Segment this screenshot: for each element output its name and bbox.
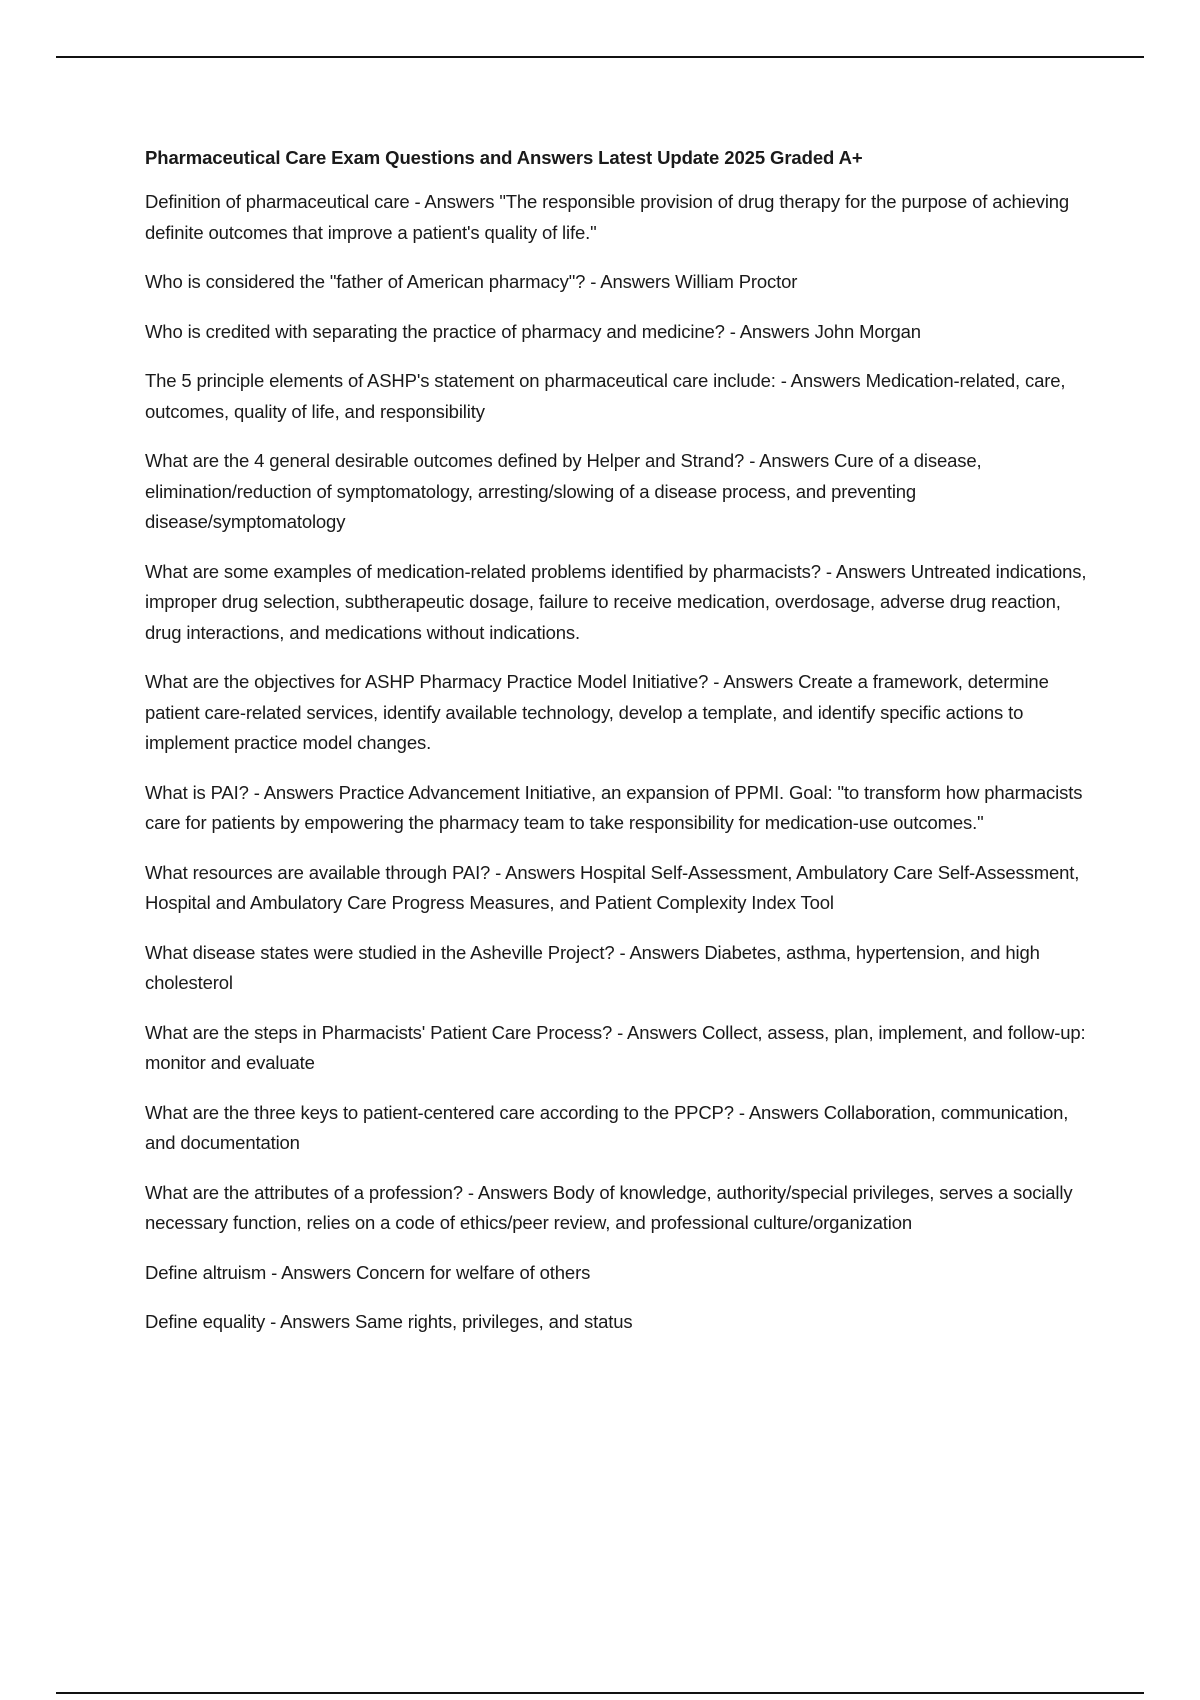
footer-rule bbox=[56, 1692, 1144, 1694]
qa-item: What are the attributes of a profession? - Answers Body of knowledge, authority/special privileges, serves a socially necessary function, relies on a code of ethics/peer review, and professional culture/organization bbox=[145, 1181, 1073, 1233]
qa-item: What are the objectives for ASHP Pharmacy Practice Model Initiative? - Answers Create a framework, determine patient care-related services, identify available technology, develop a template, and identify specific actions to implement practice model changes. bbox=[145, 671, 1049, 753]
qa-item: What are the three keys to patient-centered care according to the PPCP? - Answers Collaboration, communication, and documentation bbox=[145, 1101, 1069, 1153]
qa-item: Who is credited with separating the practice of pharmacy and medicine? - Answers John Morgan bbox=[145, 320, 921, 342]
qa-item: The 5 principle elements of ASHP's statement on pharmaceutical care include: - Answers Medication-related, care, outcomes, quality of life, and responsibility bbox=[145, 370, 1066, 422]
document-body bbox=[145, 143, 1090, 1357]
qa-item: What are the 4 general desirable outcomes defined by Helper and Strand? - Answers Cure of a disease, elimination/reduction of symptomatology, arresting/slowing of a disease process, and preventing disease/symptomatology bbox=[145, 450, 982, 532]
qa-item: What are the steps in Pharmacists' Patient Care Process? - Answers Collect, assess, plan, implement, and follow-up: monitor and evaluate bbox=[145, 1021, 1086, 1073]
qa-item: What resources are available through PAI? - Answers Hospital Self-Assessment, Ambulatory Care Self-Assessment, Hospital and Ambulatory Care Progress Measures, and Patient Complexity Index Tool bbox=[145, 861, 1080, 913]
qa-item: What is PAI? - Answers Practice Advancement Initiative, an expansion of PPMI. Goal: "to transform how pharmacists care for patients by empowering the pharmacy team to take responsibility for medication-use outcomes." bbox=[145, 781, 1083, 833]
header-rule bbox=[56, 56, 1144, 58]
qa-item: Who is considered the "father of American pharmacy"? - Answers William Proctor bbox=[145, 271, 798, 292]
qa-item: What disease states were studied in the Asheville Project? - Answers Diabetes, asthma, hypertension, and high cholesterol bbox=[145, 941, 1040, 993]
document-title: Pharmaceutical Care Exam Questions and Answers Latest Update 2025 Graded A+ bbox=[145, 147, 863, 168]
qa-item: What are some examples of medication-related problems identified by pharmacists? - Answers Untreated indications, improper drug selection, subtherapeutic dosage, failure to receive medication, overdosage, adverse drug reaction, drug interactions, and medications without indications. bbox=[145, 560, 1087, 643]
qa-item: Define altruism - Answers Concern for welfare of others bbox=[145, 1261, 591, 1283]
qa-item: Define equality - Answers Same rights, privileges, and status bbox=[145, 1311, 633, 1332]
qa-item: Definition of pharmaceutical care - Answers "The responsible provision of drug therapy for the purpose of achieving definite outcomes that improve a patient's quality of life." bbox=[145, 191, 1070, 243]
